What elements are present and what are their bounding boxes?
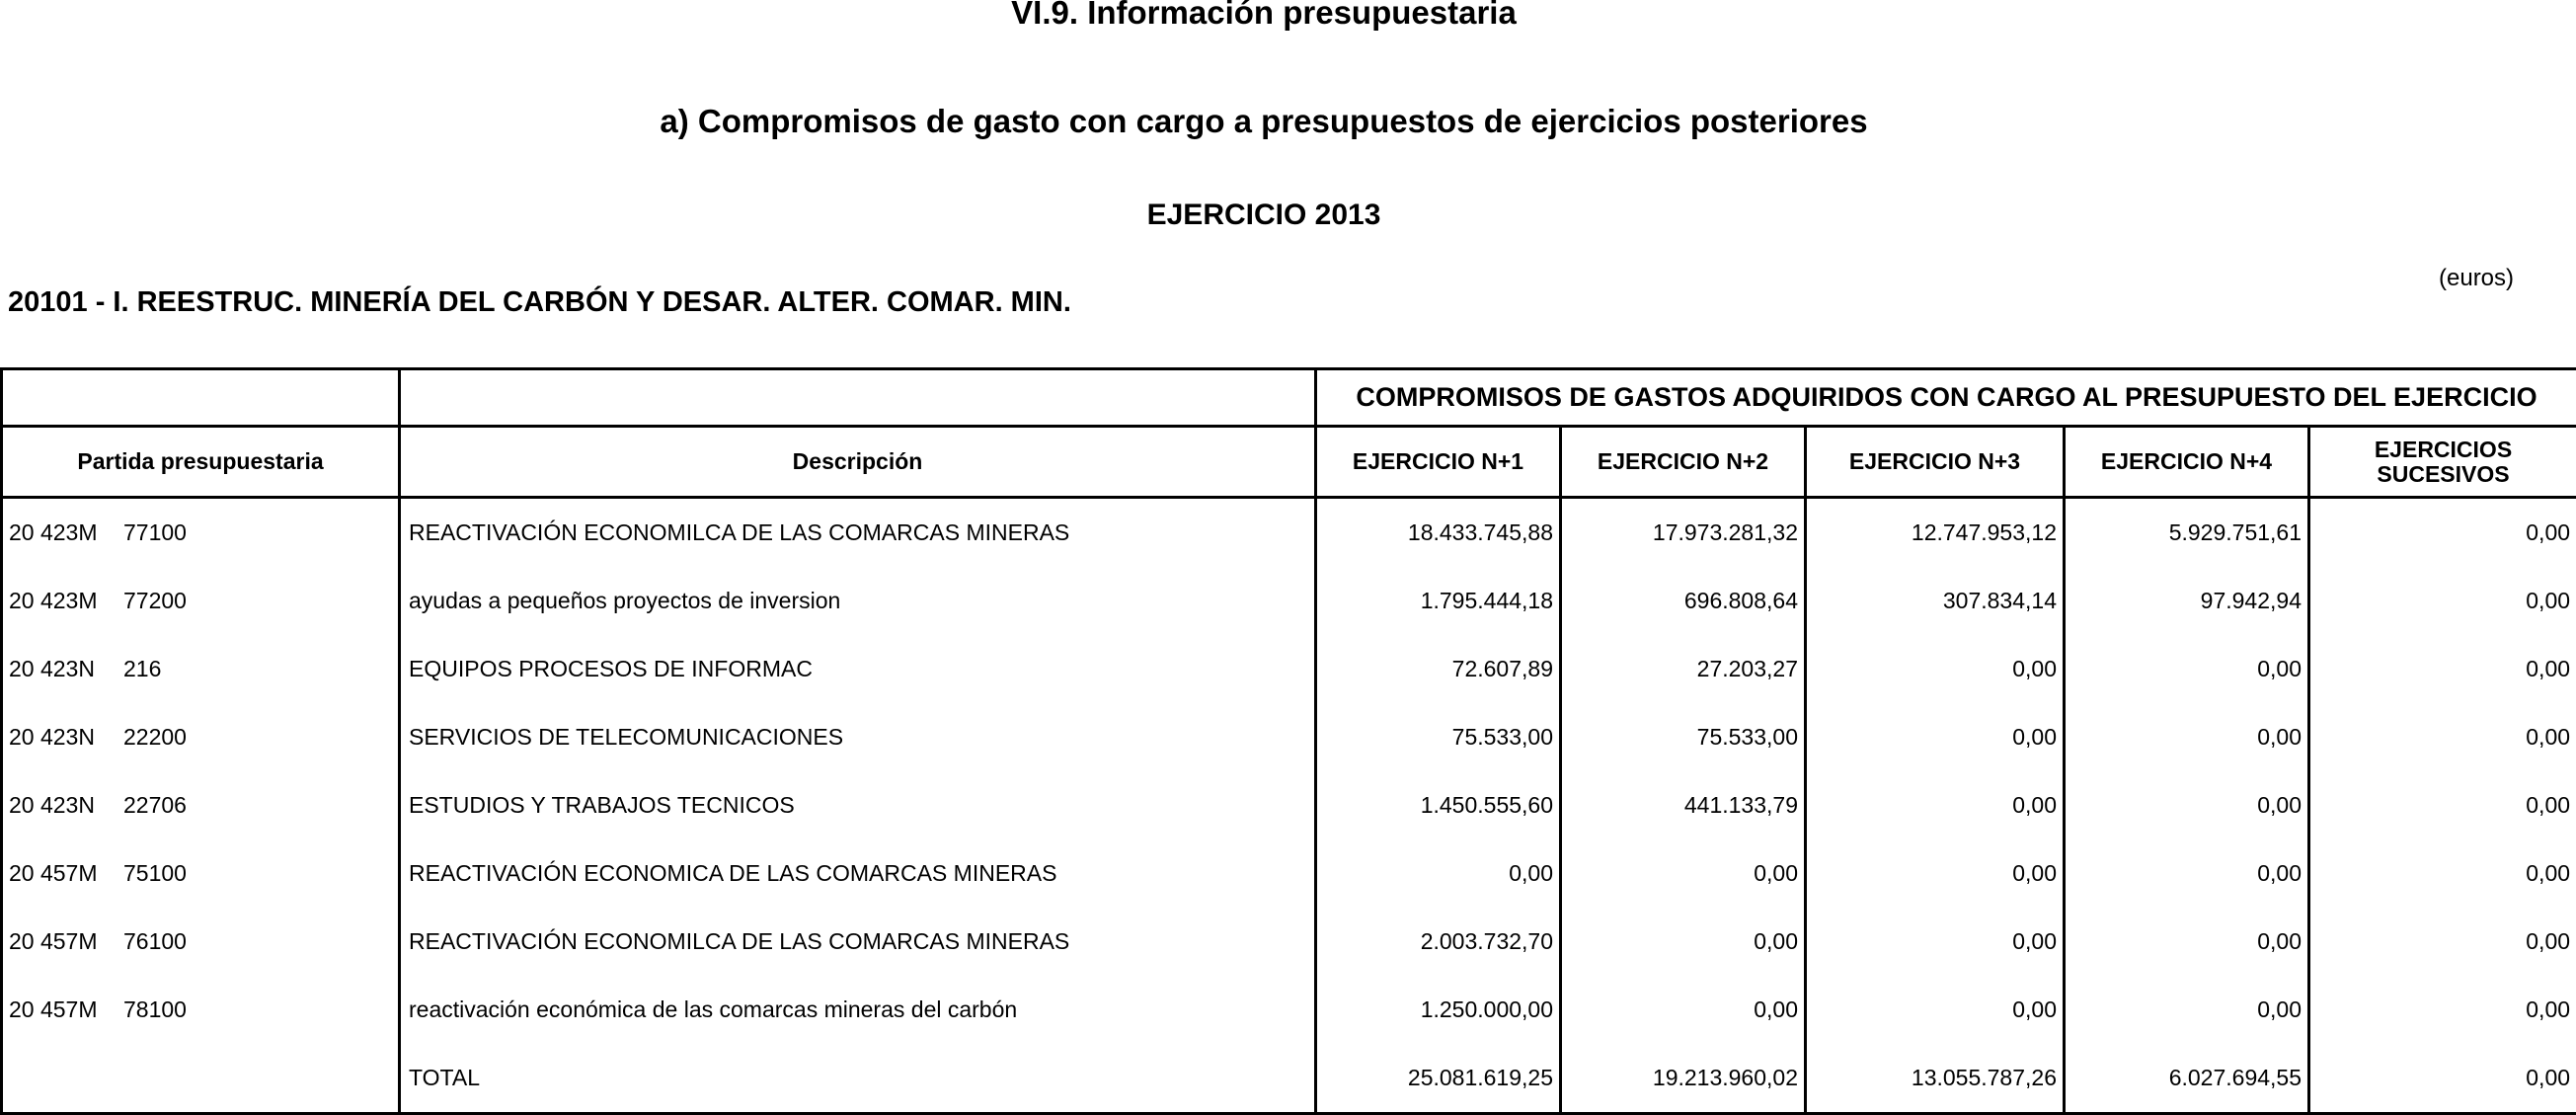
document-subtitle: a) Compromisos de gasto con cargo a presupuestos de ejercicios posteriores xyxy=(0,103,2528,140)
fiscal-year: EJERCICIO 2013 xyxy=(0,199,2528,232)
table-row xyxy=(2,498,2576,568)
commitments-group-header: COMPROMISOS DE GASTOS ADQUIRIDOS CON CARGO AL PRESUPUESTO DEL EJERCICIO xyxy=(1316,369,2576,427)
n3-cell: 0,00 xyxy=(1806,771,2065,839)
programa-code: 20 457M xyxy=(9,928,123,955)
programa-code: 20 423M xyxy=(9,588,123,614)
n4-cell: 0,00 xyxy=(2065,908,2309,976)
partida-cell xyxy=(2,635,400,703)
n2-cell: 0,00 xyxy=(1561,908,1806,976)
col-header-n2: EJERCICIO N+2 xyxy=(1561,427,1806,498)
total-label: TOTAL xyxy=(400,1044,1316,1114)
partida-cell xyxy=(2,839,400,908)
total-sucesivos: 0,00 xyxy=(2309,1044,2576,1114)
partida-cell xyxy=(2,771,400,839)
sucesivos-cell: 0,00 xyxy=(2309,567,2576,635)
col-header-partida: Partida presupuestaria xyxy=(2,427,400,498)
n3-cell: 12.747.953,12 xyxy=(1806,498,2065,568)
n4-cell: 0,00 xyxy=(2065,771,2309,839)
n2-cell: 17.973.281,32 xyxy=(1561,498,1806,568)
n4-cell: 0,00 xyxy=(2065,976,2309,1044)
descripcion-cell: REACTIVACIÓN ECONOMILCA DE LAS COMARCAS MINERAS xyxy=(400,498,1316,568)
n2-cell: 27.203,27 xyxy=(1561,635,1806,703)
n1-cell: 18.433.745,88 xyxy=(1316,498,1561,568)
sucesivos-cell: 0,00 xyxy=(2309,771,2576,839)
total-row xyxy=(2,1044,2576,1114)
n1-cell: 72.607,89 xyxy=(1316,635,1561,703)
programa-code: 20 457M xyxy=(9,996,123,1023)
n3-cell: 0,00 xyxy=(1806,839,2065,908)
table-row xyxy=(2,908,2576,976)
partida-cell xyxy=(2,498,400,568)
table-row xyxy=(2,567,2576,635)
sucesivos-cell: 0,00 xyxy=(2309,839,2576,908)
col-header-n4: EJERCICIO N+4 xyxy=(2065,427,2309,498)
partida-cell xyxy=(2,976,400,1044)
n1-cell: 1.450.555,60 xyxy=(1316,771,1561,839)
currency-unit: (euros) xyxy=(2439,265,2514,292)
column-header-row xyxy=(2,427,2576,498)
table-row xyxy=(2,839,2576,908)
col-header-sucesivos: EJERCICIOS SUCESIVOS xyxy=(2309,427,2576,498)
descripcion-cell: REACTIVACIÓN ECONOMILCA DE LAS COMARCAS MINERAS xyxy=(400,908,1316,976)
sucesivos-cell: 0,00 xyxy=(2309,908,2576,976)
n2-cell: 441.133,79 xyxy=(1561,771,1806,839)
descripcion-cell: ESTUDIOS Y TRABAJOS TECNICOS xyxy=(400,771,1316,839)
n2-cell: 75.533,00 xyxy=(1561,703,1806,771)
sucesivos-cell: 0,00 xyxy=(2309,635,2576,703)
section-heading: 20101 - I. REESTRUC. MINERÍA DEL CARBÓN Y DESAR. ALTER. COMAR. MIN. xyxy=(8,286,1071,319)
empty-header-cell xyxy=(400,369,1316,427)
table-row xyxy=(2,703,2576,771)
programa-code: 20 423N xyxy=(9,656,123,682)
programa-code: 20 457M xyxy=(9,860,123,887)
n1-cell: 2.003.732,70 xyxy=(1316,908,1561,976)
concepto-code: 22200 xyxy=(123,724,187,750)
sucesivos-cell: 0,00 xyxy=(2309,703,2576,771)
descripcion-cell: SERVICIOS DE TELECOMUNICACIONES xyxy=(400,703,1316,771)
empty-header-cell xyxy=(2,369,400,427)
descripcion-cell: ayudas a pequeños proyectos de inversion xyxy=(400,567,1316,635)
descripcion-cell: EQUIPOS PROCESOS DE INFORMAC xyxy=(400,635,1316,703)
budget-commitments-table xyxy=(0,367,2576,1115)
col-header-descripcion: Descripción xyxy=(400,427,1316,498)
col-header-n1: EJERCICIO N+1 xyxy=(1316,427,1561,498)
total-n3: 13.055.787,26 xyxy=(1806,1044,2065,1114)
concepto-code: 22706 xyxy=(123,792,187,818)
total-n1: 25.081.619,25 xyxy=(1316,1044,1561,1114)
descripcion-cell: reactivación económica de las comarcas mineras del carbón xyxy=(400,976,1316,1044)
programa-code: 20 423N xyxy=(9,724,123,751)
n3-cell: 0,00 xyxy=(1806,976,2065,1044)
n4-cell: 0,00 xyxy=(2065,635,2309,703)
n1-cell: 1.250.000,00 xyxy=(1316,976,1561,1044)
sucesivos-cell: 0,00 xyxy=(2309,498,2576,568)
concepto-code: 77200 xyxy=(123,588,187,613)
total-n2: 19.213.960,02 xyxy=(1561,1044,1806,1114)
programa-code: 20 423N xyxy=(9,792,123,819)
programa-code: 20 423M xyxy=(9,519,123,546)
concepto-code: 216 xyxy=(123,656,161,681)
n1-cell: 0,00 xyxy=(1316,839,1561,908)
partida-cell xyxy=(2,703,400,771)
n2-cell: 0,00 xyxy=(1561,839,1806,908)
concepto-code: 75100 xyxy=(123,860,187,886)
n3-cell: 0,00 xyxy=(1806,703,2065,771)
n3-cell: 0,00 xyxy=(1806,635,2065,703)
n2-cell: 0,00 xyxy=(1561,976,1806,1044)
table-row xyxy=(2,771,2576,839)
total-n4: 6.027.694,55 xyxy=(2065,1044,2309,1114)
partida-cell xyxy=(2,567,400,635)
document-title: VI.9. Información presupuestaria xyxy=(0,0,2528,32)
n1-cell: 75.533,00 xyxy=(1316,703,1561,771)
n3-cell: 0,00 xyxy=(1806,908,2065,976)
col-header-n3: EJERCICIO N+3 xyxy=(1806,427,2065,498)
n4-cell: 0,00 xyxy=(2065,839,2309,908)
sucesivos-cell: 0,00 xyxy=(2309,976,2576,1044)
n4-cell: 5.929.751,61 xyxy=(2065,498,2309,568)
n2-cell: 696.808,64 xyxy=(1561,567,1806,635)
n4-cell: 0,00 xyxy=(2065,703,2309,771)
group-header-row xyxy=(2,369,2576,427)
table-row xyxy=(2,635,2576,703)
partida-cell-empty xyxy=(2,1044,400,1114)
n1-cell: 1.795.444,18 xyxy=(1316,567,1561,635)
n3-cell: 307.834,14 xyxy=(1806,567,2065,635)
n4-cell: 97.942,94 xyxy=(2065,567,2309,635)
table-row xyxy=(2,976,2576,1044)
concepto-code: 76100 xyxy=(123,928,187,954)
concepto-code: 77100 xyxy=(123,519,187,545)
concepto-code: 78100 xyxy=(123,996,187,1022)
partida-cell xyxy=(2,908,400,976)
descripcion-cell: REACTIVACIÓN ECONOMICA DE LAS COMARCAS MINERAS xyxy=(400,839,1316,908)
